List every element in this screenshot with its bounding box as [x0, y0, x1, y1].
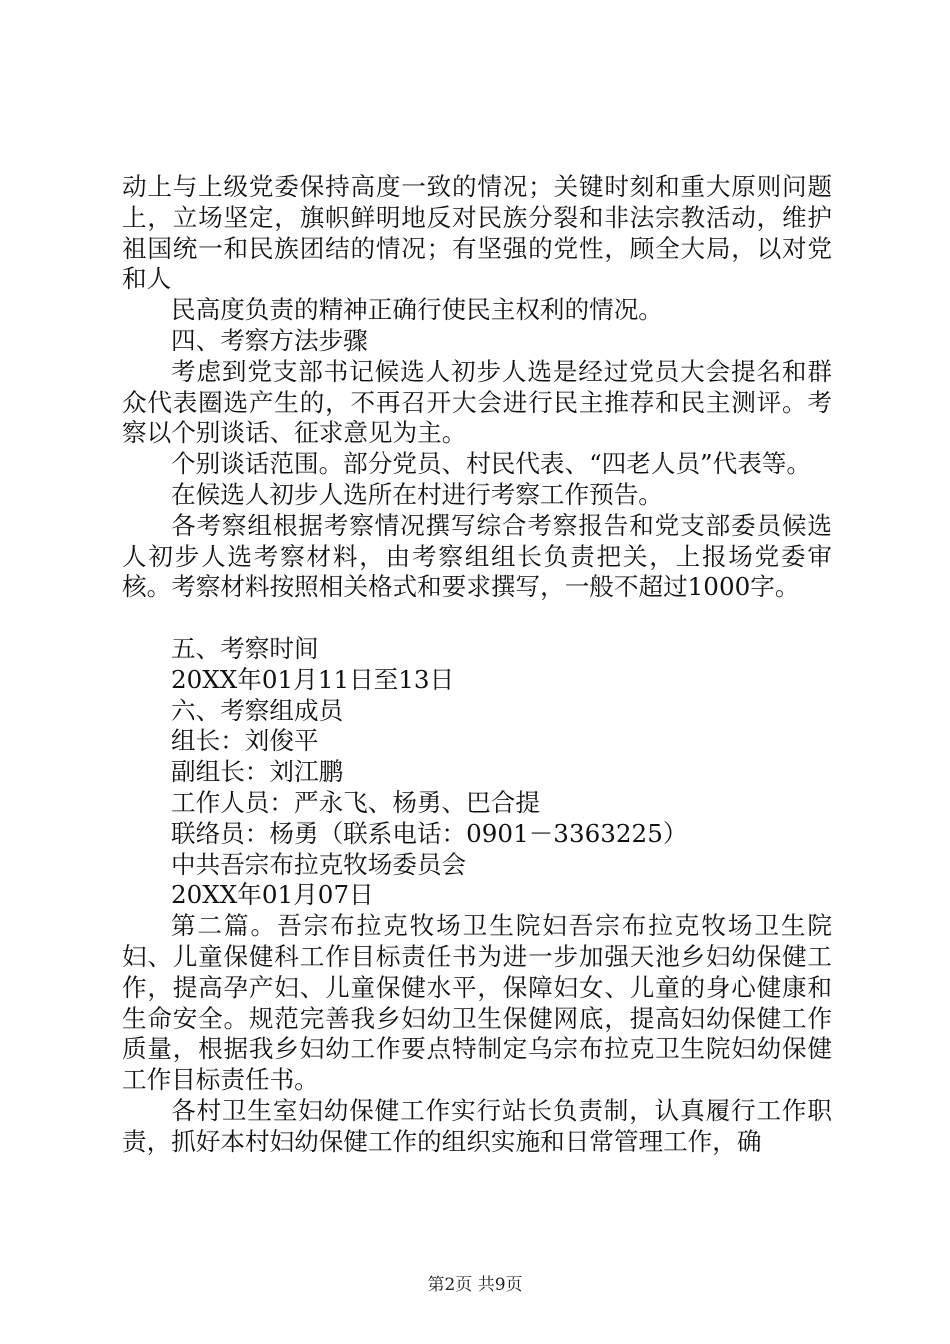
- paragraph: 各考察组根据考察情况撰写综合考察报告和党支部委员候选人初步人选考察材料，由考察组组长负责把关，上报场党委审核。考察材料按照相关格式和要求撰写，一般不超过1000字。: [122, 510, 832, 602]
- paragraph: 在候选人初步人选所在村进行考察工作预告。: [171, 479, 663, 509]
- signature-date: 20XX年01月07日: [171, 880, 374, 910]
- signature-org: 中共吾宗布拉克牧场委员会: [171, 849, 467, 879]
- member-line: 联络员：杨勇（联系电话：0901－3363225）: [171, 818, 688, 848]
- paragraph: 第二篇。吾宗布拉克牧场卫生院妇吾宗布拉克牧场卫生院妇、儿童保健科工作目标责任书为进一步加强天池乡妇幼保健工作，提高孕产妇、儿童保健水平，保障妇女、儿童的身心健康和生命安全。规范完善我乡妇幼卫生保健网底，提高妇幼保健工作质量，根据我乡妇幼工作要点特制定乌宗布拉克卫生院妇幼保健工作目标责任书。: [122, 911, 832, 1095]
- page-footer: 第2页 共9页: [427, 1275, 523, 1295]
- member-line: 工作人员：严永飞、杨勇、巴合提: [171, 787, 540, 817]
- paragraph: 个别谈话范围。部分党员、村民代表、“四老人员”代表等。: [171, 449, 811, 479]
- paragraph: 动上与上级党委保持高度一致的情况；关键时刻和重大原则问题上，立场坚定，旗帜鲜明地反对民族分裂和非法宗教活动，维护祖国统一和民族团结的情况；有坚强的党性，顾全大局，以对党和人: [122, 172, 832, 294]
- member-line: 副组长：刘江鹏: [171, 757, 344, 787]
- section-heading: 五、考察时间: [171, 633, 319, 663]
- section-heading: 四、考察方法步骤: [171, 325, 368, 355]
- blank-line: [122, 603, 832, 634]
- paragraph: 考虑到党支部书记候选人初步人选是经过党员大会提名和群众代表圈选产生的，不再召开大会进行民主推荐和民主测评。考察以个别谈话、征求意见为主。: [122, 356, 832, 448]
- date-line: 20XX年01月11日至13日: [171, 664, 455, 694]
- section-heading: 六、考察组成员: [171, 695, 344, 725]
- document-body: [122, 172, 832, 1158]
- member-line: 组长：刘俊平: [171, 726, 319, 756]
- paragraph: 民高度负责的精神正确行使民主权利的情况。: [171, 295, 663, 325]
- paragraph: 各村卫生室妇幼保健工作实行站长负责制，认真履行工作职责，抓好本村妇幼保健工作的组织实施和日常管理工作，确: [122, 1095, 832, 1156]
